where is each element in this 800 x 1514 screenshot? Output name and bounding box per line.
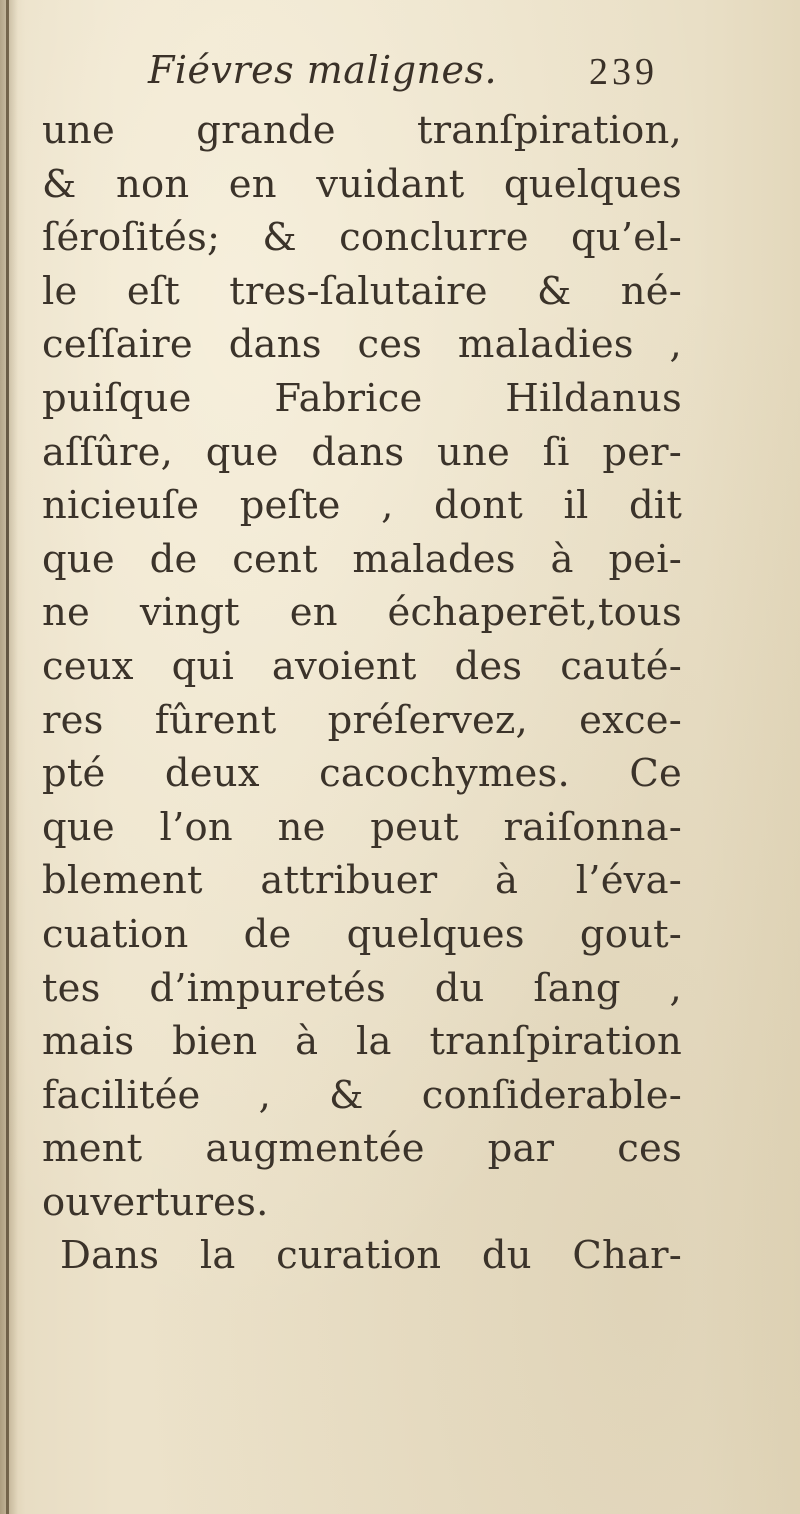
text-line: ceſſaire dans ces maladies , [42,322,682,368]
text-line: puiſque Fabrice Hildanus [42,375,682,421]
running-head [148,48,658,108]
text-line: cuation de quelques gout- [42,911,682,957]
text-line: aſſûre, que dans une ſi per- [42,429,682,475]
text-line: facilitée , & conſiderable- [42,1072,682,1118]
text-line: nicieuſe peſte , dont il dit [42,483,682,529]
text-line: ſéroſités; & conclurre qu’el- [42,215,682,261]
text-line: & non en vuidant quelques [42,161,682,207]
text-line: pté deux cacochymes. Ce [42,751,682,797]
running-head-title: Fiévres malignes. [148,48,498,92]
text-line: mais bien à la tranſpiration [42,1019,682,1065]
text-line: tes d’impuretés du ſang , [42,965,682,1011]
text-line: ceux qui avoient des cauté- [42,643,682,689]
text-line: ne vingt en échaperēt,tous [42,590,682,636]
text-line: que de cent malades à pei- [42,536,682,582]
body-text [42,104,682,1283]
text-line: blement attribuer à l’éva- [42,858,682,904]
text-line: Dans la curation du Char- [60,1233,682,1279]
gutter-binding-edge [6,0,9,1514]
text-line: que l’on ne peut raiſonna- [42,804,682,850]
text-line: ouvertures. [42,1179,269,1225]
text-line: le eſt tres-ſalutaire & né- [42,268,682,314]
text-line: ment augmentée par ces [42,1126,682,1172]
gutter-shadow [0,0,18,1514]
text-line: une grande tranſpiration, [42,108,682,153]
page-number: 239 [589,51,658,93]
text-line: res fûrent préſervez, exce- [42,697,682,743]
